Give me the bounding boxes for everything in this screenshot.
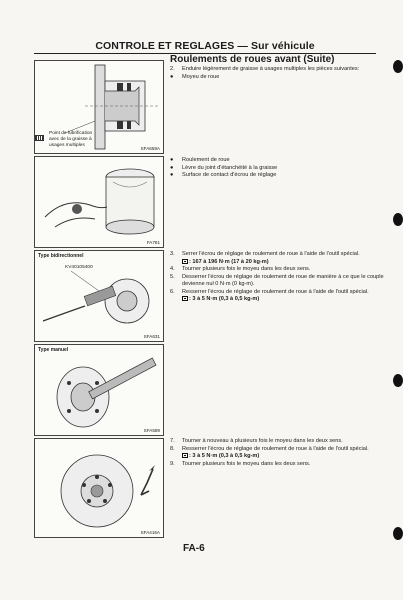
figure-label: Type bidirectionnel (38, 253, 84, 259)
figure-code: SFA659A (140, 146, 160, 151)
step-5: 5. Desserrer l'écrou de réglage de roulement de roue de manière à ce que le couple devienne nul 0 N·m (0 kg-m). (170, 273, 384, 288)
text-block-3 (170, 251, 386, 304)
binder-hole-4 (393, 527, 403, 540)
figure-hub-section (34, 60, 164, 154)
lubrication-legend: Point de lubrification avec de la graisse à usages multiples (49, 131, 93, 148)
binder-hole-2 (393, 213, 403, 226)
figure-rotation (34, 438, 164, 538)
figure-greasing (34, 156, 164, 248)
torque-spec: : 167 à 196 N·m (17 à 20 kg-m) (170, 259, 386, 267)
step-9: 9. Tourner plusieurs fois le moyeu dans les deux sens. (170, 460, 311, 467)
figure-code: SFA589 (143, 428, 160, 433)
figure-label: Type manuel (38, 347, 69, 353)
step-2: 2. Enduire légèrement de graisse à usages multiples les pièces suivantes: (170, 66, 360, 72)
torque-wrench-icon (182, 259, 188, 264)
binder-hole-3 (393, 374, 403, 387)
manual-drawing (35, 345, 164, 436)
binder-hole-1 (393, 60, 403, 73)
torque-spec: : 3 à 5 N·m (0,3 à 0,5 kg-m) (170, 296, 386, 304)
step-7: 7. Tourner à nouveau à plusieurs fois le moyeu dans les deux sens. (170, 438, 343, 444)
rotation-drawing (35, 439, 164, 538)
bullet-item: ● Surface de contact d'écrou de réglage (170, 172, 277, 179)
step-8: 8. Resserrer l'écrou de réglage de roulement de roue à l'aide de l'outil spécial. (170, 445, 369, 452)
torque-wrench-icon (182, 296, 188, 301)
page-header: CONTROLE ET REGLAGES — Sur véhicule (34, 40, 376, 54)
bullet-item: ● Roulement de roue (170, 157, 230, 163)
tool-number: KV40105400 (65, 265, 93, 270)
section-title: Roulements de roues avant (Suite) (170, 54, 335, 65)
bullet-item: ● Lèvre du joint d'étanchéité à la graisse (170, 164, 278, 171)
figure-code: SFA416A (140, 530, 160, 535)
page-number: FA-6 (183, 543, 205, 554)
step-3: 3. Serrer l'écrou de réglage de roulement de roue à l'aide de l'outil spécial. (170, 251, 360, 257)
figure-code: FA781 (146, 240, 160, 245)
figure-code: SFA631 (143, 334, 160, 339)
torque-spec: : 3 à 5 N·m (0,3 à 0,5 kg-m) (170, 453, 386, 461)
step-6: 6. Resserrer l'écrou de réglage de roulement de roue à l'aide de l'outil spécial. (170, 288, 369, 295)
grease-icon (35, 135, 44, 141)
text-block-4 (170, 438, 386, 468)
torque-wrench-icon (182, 453, 188, 458)
rotation-arrow-icon (141, 469, 153, 495)
text-block-1 (170, 66, 386, 81)
figure-bidirectional (34, 250, 164, 342)
text-block-2 (170, 157, 386, 180)
step-4: 4. Tourner plusieurs fois le moyeu dans les deux sens. (170, 266, 311, 273)
bullet-item: ● Moyeu de roue (170, 73, 220, 80)
greasing-drawing (35, 157, 164, 248)
figure-manual (34, 344, 164, 436)
bidirectional-drawing (35, 251, 164, 342)
